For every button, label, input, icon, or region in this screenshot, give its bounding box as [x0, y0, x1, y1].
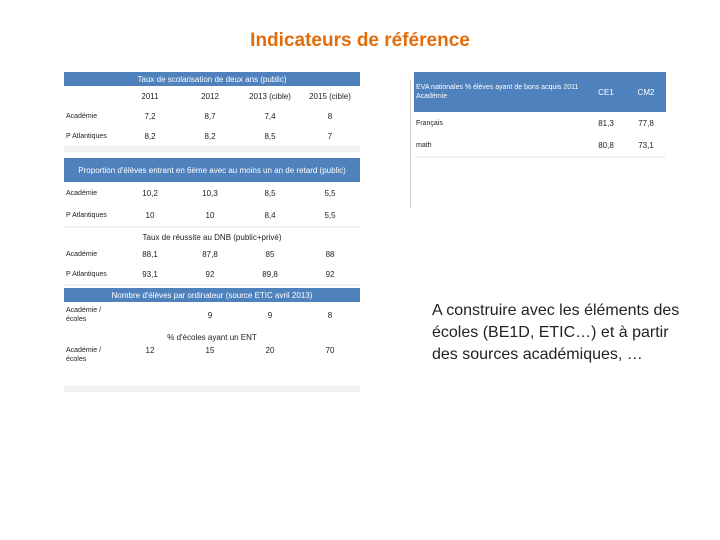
- evaluations-panel: [414, 72, 666, 158]
- ordinateur-header: Nombre d'élèves par ordinateur (source ETIC avril 2013): [64, 288, 360, 302]
- row-label: Académie /écoles: [64, 346, 120, 386]
- dnb-header: Taux de réussite au DNB (public+privé): [64, 230, 360, 244]
- table-cell: 7: [300, 126, 360, 146]
- evaluations-header: EVA nationales % élèves ayant de bons acquis 2011 Académie: [414, 72, 586, 112]
- retard-table: [64, 158, 360, 226]
- table-cell: 70: [300, 346, 360, 386]
- scolarisation-header: Taux de scolarisation de deux ans (public): [64, 72, 360, 86]
- table-cell: 73,1: [626, 134, 666, 156]
- table-cell: 8: [300, 302, 360, 328]
- column-header: CM2: [626, 72, 666, 112]
- ordinateur-table: [64, 288, 360, 386]
- table-cell: 5,5: [300, 182, 360, 204]
- table-cell: 8: [300, 106, 360, 126]
- table-cell: 8,4: [240, 204, 300, 226]
- row-label: P Atlantiques: [64, 126, 120, 146]
- table-cell: 10: [180, 204, 240, 226]
- empty-cell: [64, 86, 120, 106]
- table-cell: 9: [180, 302, 240, 328]
- row-label: math: [414, 134, 586, 156]
- table-cell: 8,2: [120, 126, 180, 146]
- table-cell: 10: [120, 204, 180, 226]
- row-label: P Atlantiques: [64, 264, 120, 284]
- table-cell: 9: [240, 302, 300, 328]
- table-cell: 87,8: [180, 244, 240, 264]
- table-cell: 7,2: [120, 106, 180, 126]
- table-cell: 7,4: [240, 106, 300, 126]
- table-cell: 15: [180, 346, 240, 386]
- table-cell: 92: [300, 264, 360, 284]
- scolarisation-table: [64, 72, 360, 146]
- retard-panel: [64, 158, 360, 228]
- scolarisation-panel: [64, 72, 360, 152]
- row-label: Académie /écoles: [64, 302, 120, 328]
- dnb-panel: [64, 230, 360, 286]
- ordinateur-panel: [64, 288, 360, 392]
- table-cell: 92: [180, 264, 240, 284]
- evaluations-table: [414, 72, 666, 156]
- table-cell: 8,2: [180, 126, 240, 146]
- row-label: Académie: [64, 182, 120, 204]
- column-header: 2013 (cible): [240, 86, 300, 106]
- table-cell: 10,2: [120, 182, 180, 204]
- table-cell: 8,5: [240, 182, 300, 204]
- table-cell: 88: [300, 244, 360, 264]
- row-label: Académie: [64, 106, 120, 126]
- construction-note: A construire avec les éléments des écoles (BE1D, ETIC…) et à partir des sources académiques, …: [432, 302, 680, 363]
- table-cell: 89,8: [240, 264, 300, 284]
- divider: [410, 80, 411, 208]
- table-cell: 10,3: [180, 182, 240, 204]
- table-cell: 12: [120, 346, 180, 386]
- column-header: 2015 (cible): [300, 86, 360, 106]
- page-title: Indicateurs de référence: [250, 30, 470, 51]
- table-cell: 80,8: [586, 134, 626, 156]
- table-cell: 88,1: [120, 244, 180, 264]
- table-cell: 81,3: [586, 112, 626, 134]
- table-cell: 93,1: [120, 264, 180, 284]
- row-label: Académie: [64, 244, 120, 264]
- table-cell: 8,7: [180, 106, 240, 126]
- row-label: Français: [414, 112, 586, 134]
- column-header: CE1: [586, 72, 626, 112]
- table-cell: 20: [240, 346, 300, 386]
- table-cell: 8,5: [240, 126, 300, 146]
- retard-header: Proportion d'élèves entrant en 6ème avec au moins un an de retard (public): [64, 158, 360, 182]
- dnb-table: [64, 230, 360, 284]
- column-header: 2012: [180, 86, 240, 106]
- table-cell: [120, 302, 180, 328]
- table-cell: 85: [240, 244, 300, 264]
- table-cell: 77,8: [626, 112, 666, 134]
- ent-header: % d'écoles ayant un ENT: [64, 328, 360, 346]
- table-cell: 5,5: [300, 204, 360, 226]
- row-label: P Atlantiques: [64, 204, 120, 226]
- column-header: 2011: [120, 86, 180, 106]
